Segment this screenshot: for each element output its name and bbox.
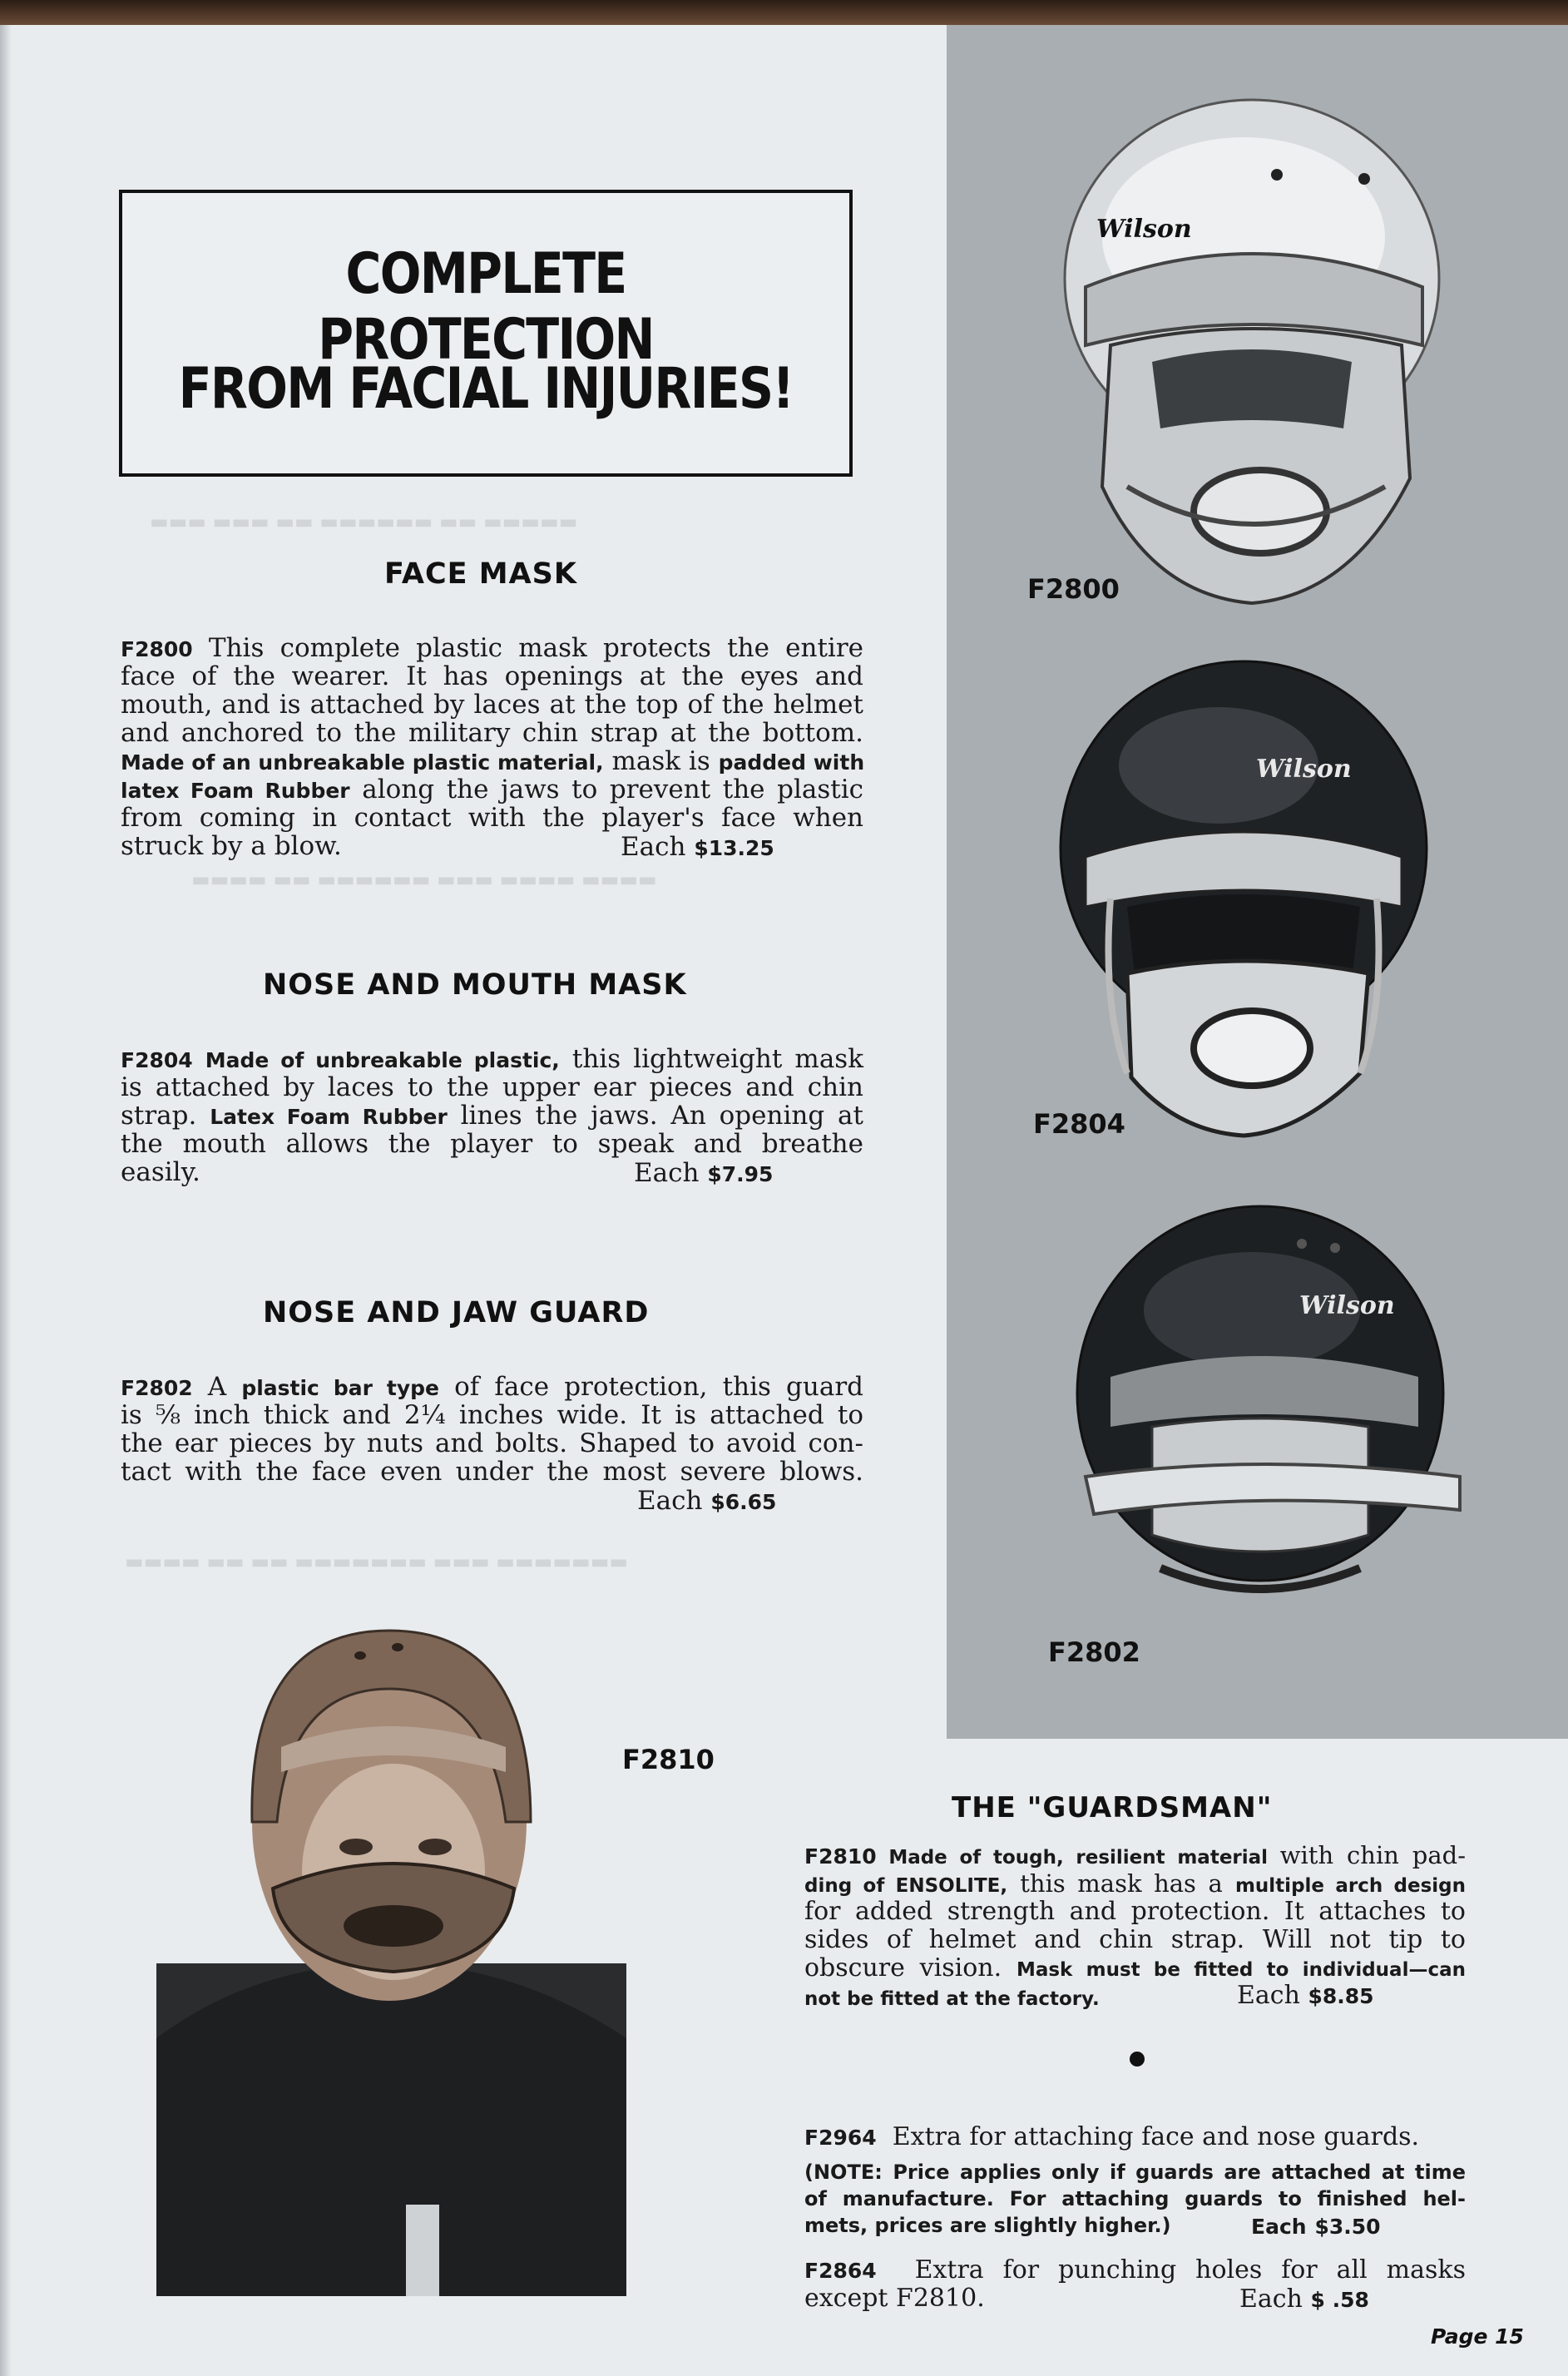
- face-mask-price: Each $13.25: [621, 832, 774, 862]
- nose-mouth-line: is attached by laces to the upper ear pieces and chin: [121, 1072, 863, 1102]
- guardsman-title: THE "GUARDSMAN": [952, 1791, 1273, 1824]
- face-mask-line: struck by a blow.: [121, 831, 342, 861]
- extra-punch-line: F2864 Extra for punching holes for all masks: [804, 2255, 1466, 2284]
- extra-punch-line: except F2810.: [804, 2284, 985, 2313]
- product-code: F2800: [121, 637, 193, 661]
- helmet-f2802-image: [1061, 1202, 1468, 1635]
- nose-mouth-line: F2804 Made of unbreakable plastic, this lightweight mask: [121, 1044, 863, 1074]
- helmet-f2800-label: F2800: [1027, 573, 1120, 605]
- helmet-brand-logo: Wilson: [1299, 1291, 1395, 1320]
- face-mask-line: mouth, and is attached by laces at the top of the helmet: [121, 690, 863, 720]
- extra-attach-note: mets, prices are slightly higher.): [804, 2214, 1171, 2237]
- bleed-through-text: ▬▬▬▬ ▬▬ ▬▬ ▬▬▬▬▬▬▬ ▬▬▬ ▬▬▬▬▬▬▬: [125, 1550, 629, 1573]
- face-mask-line: latex Foam Rubber along the jaws to prevent the plastic: [121, 775, 863, 804]
- headline-line-1: COMPLETE PROTECTION: [318, 241, 654, 373]
- face-mask-line: Made of an unbreakable plastic material, mask is padded with: [121, 746, 865, 776]
- guardsman-line: sides of helmet and chin strap. Will not tip to: [804, 1925, 1466, 1954]
- extra-attach-note: (NOTE: Price applies only if guards are attached at time: [804, 2161, 1466, 2184]
- extra-attach-line: F2964 Extra for attaching face and nose guards.: [804, 2122, 1420, 2151]
- nose-jaw-line: F2802 A plastic bar type of face protection, this guard: [121, 1372, 863, 1402]
- face-mask-line: and anchored to the military chin strap at the bottom.: [121, 718, 863, 748]
- helmet-f2802-label: F2802: [1048, 1636, 1140, 1668]
- nose-mouth-line: strap. Latex Foam Rubber lines the jaws. An opening at: [121, 1101, 863, 1131]
- nose-jaw-price: Each $6.65: [637, 1486, 777, 1516]
- extra-punch-price: Each $ .58: [1239, 2284, 1369, 2314]
- face-mask-line: from coming in contact with the player's face when: [121, 803, 863, 833]
- face-mask-line: F2800 This complete plastic mask protects the entire: [121, 633, 863, 663]
- player-f2810-photo: [156, 1572, 626, 2296]
- guardsman-line: for added strength and protection. It attaches to: [804, 1897, 1466, 1926]
- helmet-f2800-image: [1052, 96, 1452, 620]
- guardsman-line: ding of ENSOLITE, this mask has a multiple arch design: [804, 1869, 1467, 1898]
- page-gutter-shadow: [0, 25, 12, 2376]
- bleed-through-text: ▬▬▬▬ ▬▬ ▬▬▬▬▬▬ ▬▬▬ ▬▬▬▬ ▬▬▬▬: [191, 868, 657, 891]
- player-f2810-label: F2810: [622, 1744, 715, 1775]
- helmet-f2804-image: [1052, 657, 1435, 1148]
- helmet-brand-logo: Wilson: [1096, 215, 1192, 244]
- headline-box: [119, 190, 853, 477]
- nose-mouth-line: easily.: [121, 1157, 200, 1187]
- nose-mouth-mask-title: NOSE AND MOUTH MASK: [263, 968, 687, 1002]
- face-mask-title: FACE MASK: [384, 557, 578, 591]
- guardsman-line: obscure vision. Mask must be fitted to individual—can: [804, 1953, 1466, 1982]
- page-top-edge: [0, 0, 1568, 25]
- nose-jaw-line: is ⅝ inch thick and 2¼ inches wide. It is attached to: [121, 1400, 863, 1430]
- bleed-through-text: ▬▬▬ ▬▬▬ ▬▬ ▬▬▬▬▬▬ ▬▬ ▬▬▬▬▬: [150, 510, 578, 533]
- headline-line-2: FROM FACIAL INJURIES!: [178, 356, 794, 422]
- nose-mouth-line: the mouth allows the player to speak and breathe: [121, 1129, 863, 1159]
- nose-mouth-price: Each $7.95: [634, 1158, 774, 1188]
- section-bullet: [1130, 2052, 1145, 2067]
- nose-jaw-guard-title: NOSE AND JAW GUARD: [263, 1296, 650, 1329]
- guardsman-line: not be fitted at the factory.: [804, 1988, 1100, 2010]
- guardsman-price: Each $8.85: [1237, 1981, 1374, 2010]
- helmet-brand-logo: Wilson: [1256, 755, 1352, 784]
- extra-attach-price: Each $3.50: [1251, 2215, 1381, 2239]
- nose-jaw-line: tact with the face even under the most severe blows.: [121, 1457, 863, 1487]
- helmet-f2804-label: F2804: [1033, 1108, 1125, 1140]
- nose-jaw-line: the ear pieces by nuts and bolts. Shaped to avoid con-: [121, 1428, 863, 1458]
- extra-attach-note: of manufacture. For attaching guards to finished hel-: [804, 2187, 1466, 2210]
- guardsman-line: F2810 Made of tough, resilient material with chin pad-: [804, 1841, 1467, 1869]
- page-number: Page 15: [1431, 2324, 1524, 2349]
- face-mask-line: face of the wearer. It has openings at the eyes and: [121, 661, 863, 691]
